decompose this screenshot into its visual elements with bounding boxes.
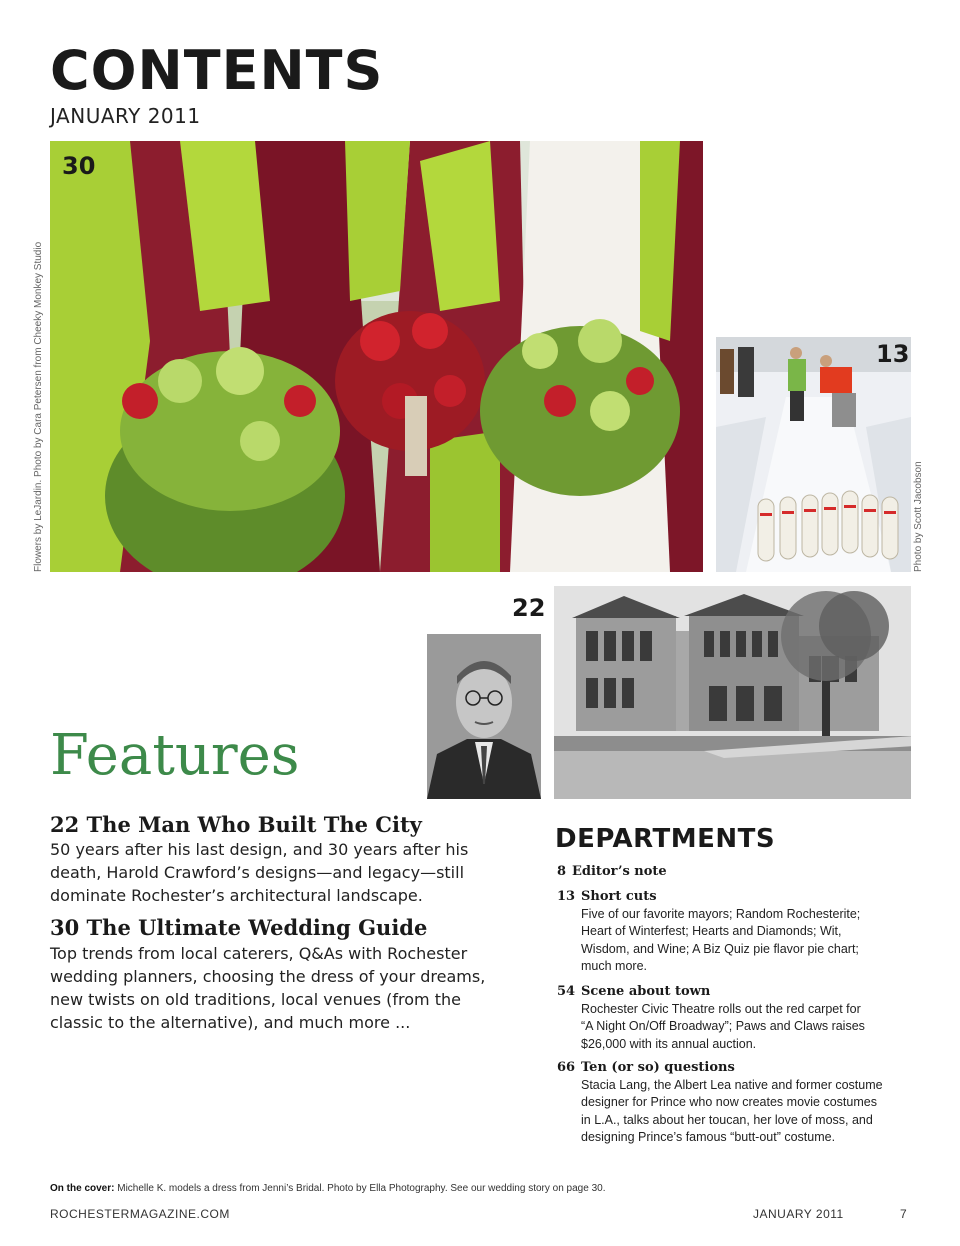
cover-note-label: On the cover: <box>50 1183 115 1194</box>
department-desc-line: Stacia Lang, the Albert Lea native and former costume <box>581 1078 883 1092</box>
department-description <box>581 1001 916 1053</box>
department-desc-line: Wisdom, and Wine; A Biz Quiz pie flavor pie chart; <box>581 941 859 956</box>
feature-page-number: 22 <box>50 812 80 837</box>
department-title[interactable]: Editor’s note <box>572 864 667 879</box>
feature-title[interactable] <box>50 812 422 837</box>
building-illustration <box>554 586 911 799</box>
feature-description <box>50 838 468 907</box>
feature-desc-line: dominate Rochester’s architectural landscape. <box>50 886 423 905</box>
footer-date: JANUARY 2011 <box>753 1207 844 1221</box>
bowling-page-number: 13 <box>876 340 910 368</box>
department-desc-line: “A Night On/Off Broadway”; Paws and Claws raises <box>581 1019 865 1034</box>
department-title[interactable]: Ten (or so) questions <box>581 1060 735 1075</box>
cover-note <box>50 1183 605 1194</box>
department-page-number: 54 <box>557 984 576 999</box>
department-desc-line: designer for Prince who now creates movie costumes <box>581 1095 877 1110</box>
feature-title[interactable] <box>50 915 427 940</box>
footer-page-number: 7 <box>900 1207 908 1221</box>
department-title[interactable]: Scene about town <box>581 984 711 999</box>
feature-title-text: The Ultimate Wedding Guide <box>86 915 428 940</box>
departments-heading: DEPARTMENTS <box>555 824 776 854</box>
department-desc-line: $26,000 with its annual auction. <box>581 1036 757 1051</box>
portrait-illustration <box>427 634 541 799</box>
feature-desc-line: new twists on old traditions, local venues (from the <box>50 990 461 1009</box>
snow-bowling-photo <box>716 337 911 572</box>
feature-desc-line: classic to the alternative), and much more ... <box>50 1013 411 1032</box>
feature-desc-line: death, Harold Crawford’s designs—and legacy—still <box>50 863 465 882</box>
cover-note-text: Michelle K. models a dress from Jenni’s Bridal. Photo by Ella Photography. See our wedding story on page 30. <box>114 1183 606 1194</box>
historic-building-photo <box>554 586 911 799</box>
feature-page-number: 30 <box>50 915 80 940</box>
feature-desc-line: wedding planners, choosing the dress of your dreams, <box>50 967 486 986</box>
department-page-number: 66 <box>557 1060 576 1075</box>
department-page-number: 13 <box>557 889 576 904</box>
feature-description <box>50 942 485 1034</box>
building-page-number: 22 <box>512 594 546 622</box>
snow-bowling-illustration <box>716 337 911 572</box>
issue-date: JANUARY 2011 <box>50 104 201 128</box>
feature-desc-line: 50 years after his last design, and 30 years after his <box>50 840 469 859</box>
department-page-number: 8 <box>557 864 567 879</box>
page-title: CONTENTS <box>50 39 384 102</box>
wedding-photo-credit: Flowers by LeJardin. Photo by Cara Petersen from Cheeky Monkey Studio <box>33 241 44 572</box>
department-title[interactable]: Short cuts <box>581 889 657 904</box>
department-desc-line: much more. <box>581 958 647 973</box>
wedding-page-number: 30 <box>62 152 96 180</box>
features-heading: Features <box>50 723 300 788</box>
wedding-photo <box>50 141 703 572</box>
feature-desc-line: Top trends from local caterers, Q&As with Rochester <box>50 944 468 963</box>
department-description <box>581 1077 916 1146</box>
department-desc-line: Heart of Winterfest; Hearts and Diamonds; Wit, <box>581 924 842 939</box>
department-desc-line: in L.A., talks about her toucan, her love of moss, and <box>581 1112 873 1127</box>
wedding-photo-illustration <box>50 141 703 572</box>
bowling-photo-credit: Photo by Scott Jacobson <box>913 461 924 572</box>
harold-crawford-portrait <box>427 634 541 799</box>
department-desc-line: Rochester Civic Theatre rolls out the red carpet for <box>581 1002 861 1016</box>
department-desc-line: Five of our favorite mayors; Random Rochesterite; <box>581 907 861 921</box>
feature-title-text: The Man Who Built The City <box>86 812 422 837</box>
department-desc-line: designing Prince’s famous “butt-out” costume. <box>581 1129 836 1144</box>
department-description <box>581 906 916 975</box>
footer-website[interactable]: ROCHESTERMAGAZINE.COM <box>50 1207 230 1221</box>
